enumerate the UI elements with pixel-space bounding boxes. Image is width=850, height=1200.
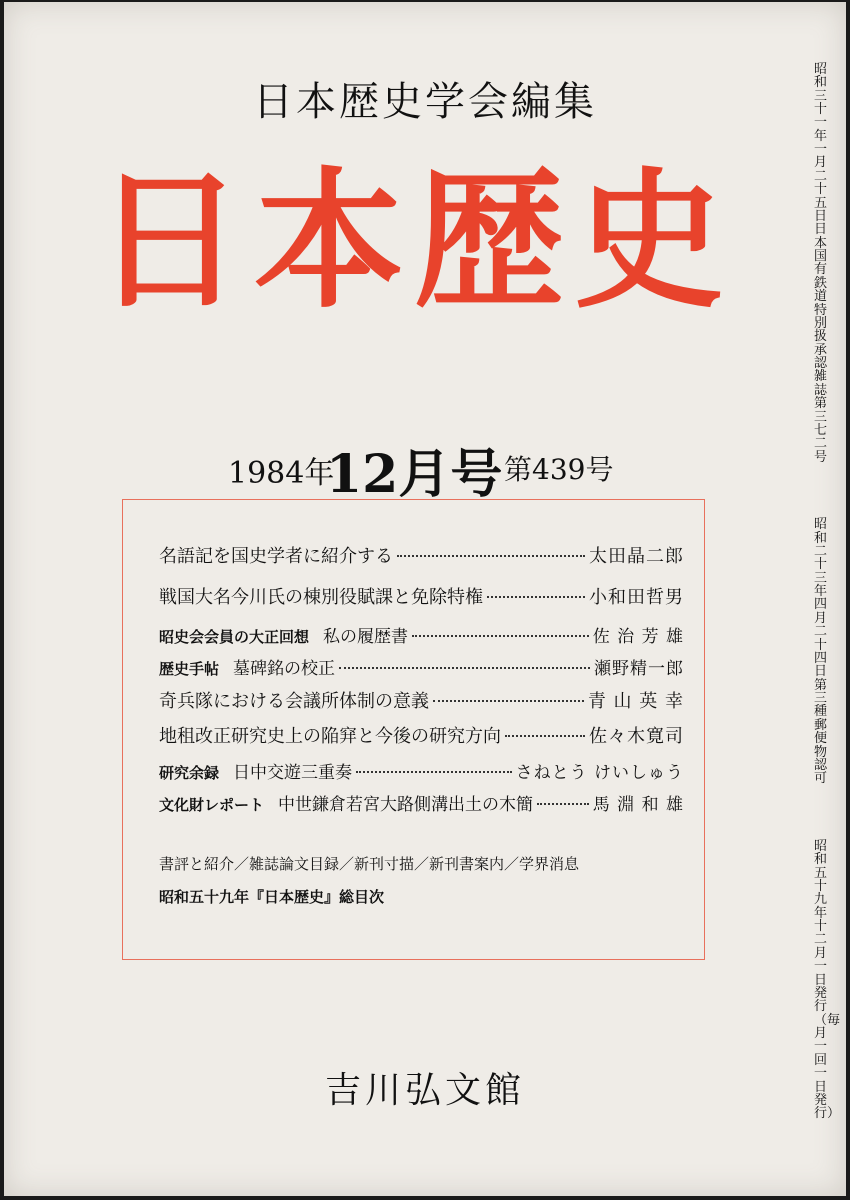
- publisher: 吉川弘文館: [324, 1070, 525, 1111]
- editor-line: 日本歴史学会編集: [253, 79, 597, 125]
- toc-entry-title: 日中交遊三重奏: [233, 763, 353, 783]
- toc-entry: [159, 583, 684, 609]
- toc-entry: [159, 722, 684, 748]
- toc-entry: [159, 622, 684, 647]
- leader-dots: [412, 635, 589, 637]
- issue-number: 第439号: [504, 453, 614, 486]
- postal-notice-line: 昭和三十一年一月二十五日日本国有鉄道特別扱承認雑誌第三七二号: [814, 61, 828, 465]
- postal-notice: [814, 36, 841, 1134]
- table-of-contents: [122, 499, 705, 960]
- toc-entry: [159, 654, 684, 679]
- leader-dots: [397, 555, 585, 557]
- toc-entry-author: 小和田哲男: [589, 587, 684, 608]
- toc-entry-section: 研究余録: [159, 764, 220, 782]
- toc-entry-title: 戦国大名今川氏の棟別役賦課と免除特権: [159, 587, 483, 608]
- postal-notice-line: 昭和五十九年十二月一日発行（毎月一回一日発行）: [814, 838, 841, 1122]
- toc-entry-title: 奇兵隊における会議所体制の意義: [159, 691, 429, 712]
- leader-dots: [537, 803, 589, 805]
- toc-entry-author: 瀬野精一郎: [594, 659, 684, 679]
- toc-entry: [159, 790, 684, 815]
- toc-entry-author: 馬 淵 和 雄: [592, 795, 684, 815]
- magazine-cover: [4, 2, 846, 1196]
- leader-dots: [356, 771, 512, 773]
- toc-entry-author: 青 山 英 幸: [587, 691, 684, 712]
- toc-entry-author: 太田晶二郎: [589, 546, 684, 567]
- leader-dots: [505, 735, 585, 737]
- toc-entry-section: 昭史会会員の大正回想: [159, 628, 310, 646]
- toc-entry-title: 墓碑銘の校正: [233, 659, 336, 679]
- toc-entry-title: 地租改正研究史上の陥穽と今後の研究方向: [159, 726, 501, 747]
- misc-sections: 書評と紹介／雑誌論文目録／新刊寸描／新刊書案内／学界消息: [159, 855, 580, 873]
- toc-entry-title: 名語記を国史学者に紹介する: [159, 546, 393, 567]
- leader-dots: [339, 667, 590, 669]
- postal-notice-line: 昭和二十三年四月二十四日第三種郵便物認可: [814, 517, 828, 787]
- toc-entry: [159, 542, 684, 568]
- toc-entry-author: 佐 治 芳 雄: [592, 627, 684, 647]
- toc-entry-section: 文化財レポート: [159, 796, 265, 814]
- toc-entry: [159, 687, 684, 713]
- leader-dots: [433, 700, 584, 702]
- issue-month: 12月号: [326, 444, 503, 505]
- toc-entry-author: 佐々木寛司: [589, 726, 684, 747]
- leader-dots: [487, 596, 585, 598]
- toc-entry-section: 歴史手帖: [159, 660, 220, 678]
- toc-entry: [159, 758, 684, 783]
- toc-entry-title: 私の履歴書: [323, 627, 409, 647]
- toc-entry-title: 中世鎌倉若宮大路側溝出土の木簡: [278, 795, 534, 815]
- issue-year: 1984年: [228, 456, 335, 491]
- magazine-title: 日本歴史: [93, 155, 734, 329]
- toc-entry-author: さねとう けいしゅう: [515, 763, 684, 783]
- annual-index: 昭和五十九年『日本歴史』総目次: [159, 888, 385, 906]
